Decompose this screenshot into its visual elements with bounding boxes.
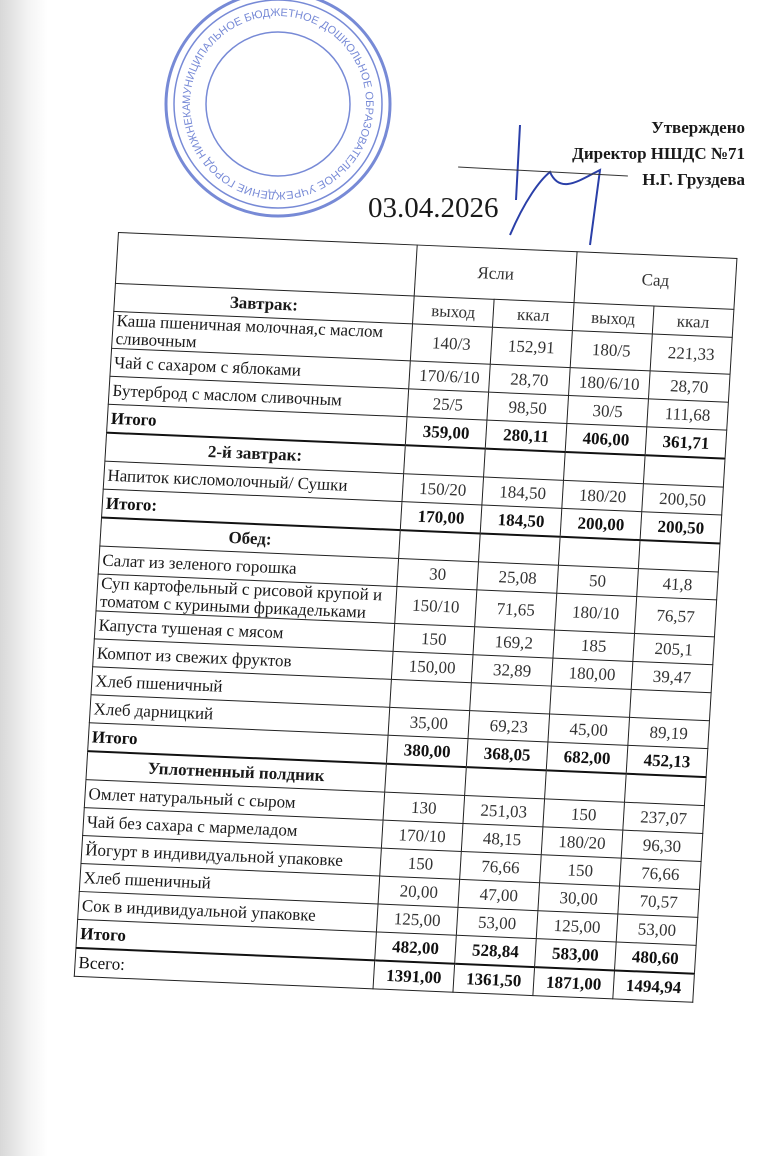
nursery-kcal: 25,08	[477, 562, 559, 593]
nursery-kcal	[479, 533, 561, 565]
nursery-kcal: 528,84	[455, 935, 537, 967]
nursery-kcal: 251,03	[463, 796, 545, 827]
kindergarten-output	[545, 770, 627, 802]
nursery-output: 150/10	[395, 586, 477, 626]
kindergarten-kcal: 200,50	[640, 512, 722, 544]
menu-table	[74, 232, 738, 1003]
kindergarten-output: 30,00	[538, 883, 620, 914]
kindergarten-kcal: 200,50	[642, 484, 724, 515]
nursery-kcal: 169,2	[473, 627, 555, 658]
nursery-output	[399, 530, 481, 562]
kindergarten-output: 180/20	[562, 480, 644, 511]
nursery-kcal: 184,50	[482, 477, 564, 508]
kindergarten-kcal: 205,1	[633, 633, 715, 664]
nursery-output: 130	[383, 792, 465, 823]
kindergarten-output: 180/5	[570, 331, 652, 371]
nursery-output: 170,00	[400, 502, 482, 534]
kindergarten-kcal: 76,66	[620, 858, 702, 889]
kindergarten-output: 583,00	[535, 939, 617, 971]
section-title: Обед:	[100, 518, 400, 559]
nursery-output	[404, 445, 486, 477]
kindergarten-kcal: 89,19	[628, 717, 710, 748]
kindergarten-kcal	[624, 774, 706, 806]
nursery-kcal: 48,15	[461, 823, 543, 854]
dish-name: Итого	[76, 919, 376, 960]
nursery-output: выход	[413, 296, 495, 327]
dish-name: Хлеб дарницкий	[89, 695, 389, 735]
nursery-output: 150	[380, 848, 462, 879]
kindergarten-output: 125,00	[536, 911, 618, 942]
nursery-kcal	[470, 683, 552, 714]
section-title: Завтрак:	[114, 283, 414, 323]
dish-name: Итого	[88, 723, 388, 764]
nursery-output: 170/10	[381, 820, 463, 851]
kindergarten-output	[558, 537, 640, 569]
dish-name: Напиток кисломолочный/ Сушки	[103, 461, 403, 501]
kindergarten-output: 180/10	[555, 593, 637, 633]
kindergarten-output: 185	[553, 630, 635, 661]
kindergarten-output: 30/5	[567, 396, 649, 427]
kindergarten-kcal	[630, 689, 712, 720]
kindergarten-output: 180,00	[551, 658, 633, 689]
section-title: 2-й завтрак:	[105, 433, 405, 474]
nursery-kcal: 1361,50	[453, 964, 535, 996]
kindergarten-kcal: 76,57	[635, 597, 717, 637]
dish-name: Хлеб пшеничный	[79, 864, 379, 904]
dish-name: Чай без сахара с мармеладом	[83, 808, 383, 848]
kindergarten-output: 180/6/10	[569, 368, 651, 399]
kindergarten-kcal: 1494,94	[613, 970, 695, 1002]
dish-name: Сок в индивидуальной упаковке	[78, 891, 378, 931]
nursery-kcal: 368,05	[466, 739, 548, 771]
approval-block	[572, 115, 745, 193]
nursery-output: 20,00	[378, 876, 460, 907]
nursery-output: 25/5	[407, 389, 489, 420]
kindergarten-output: 180/20	[541, 827, 623, 858]
nursery-output	[385, 764, 467, 796]
scan-edge-shadow	[0, 0, 48, 1156]
dish-name: Каша пшеничная молочная,с маслом сливочным	[112, 311, 413, 360]
nursery-kcal: 280,11	[485, 420, 567, 452]
section-title: Уплотненный полдник	[86, 751, 386, 792]
dish-name: Йогурт в индивидуальной упаковке	[81, 836, 381, 876]
dish-name: Компот из свежих фруктов	[93, 639, 393, 679]
group-nursery: Ясли	[414, 245, 577, 303]
kindergarten-kcal: 452,13	[626, 745, 708, 777]
nursery-output	[390, 679, 472, 710]
nursery-kcal: 71,65	[475, 590, 557, 630]
kindergarten-kcal: 96,30	[621, 830, 703, 861]
nursery-kcal	[465, 767, 547, 799]
kindergarten-output: 50	[557, 565, 639, 596]
kindergarten-kcal: 53,00	[616, 914, 698, 945]
kindergarten-kcal: 111,68	[647, 399, 729, 430]
kindergarten-output: 150	[543, 799, 625, 830]
kindergarten-kcal: 480,60	[614, 942, 696, 974]
dish-name: Итого:	[102, 489, 402, 530]
dish-name: Омлет натуральный с сыром	[84, 780, 384, 820]
nursery-kcal: 184,50	[480, 505, 562, 537]
nursery-output: 125,00	[376, 904, 458, 935]
menu-date: 03.04.2026	[368, 192, 499, 224]
nursery-output: 30	[397, 559, 479, 590]
nursery-output: 380,00	[386, 735, 468, 767]
nursery-kcal: 98,50	[487, 392, 569, 423]
kindergarten-kcal: 39,47	[631, 661, 713, 692]
kindergarten-kcal: 361,71	[645, 427, 727, 459]
dish-name: Капуста тушеная с мясом	[94, 611, 394, 651]
nursery-output: 1391,00	[373, 960, 455, 992]
kindergarten-kcal: 221,33	[650, 334, 732, 374]
svg-text:МУНИЦИПАЛЬНОЕ БЮДЖЕТНОЕ ДОШКОЛ	[150, 0, 375, 201]
kindergarten-output: 1871,00	[533, 967, 615, 999]
nursery-output: 150/20	[402, 474, 484, 505]
kindergarten-kcal	[643, 455, 725, 487]
kindergarten-kcal: 70,57	[618, 886, 700, 917]
dish-name: Всего:	[74, 948, 374, 989]
nursery-kcal: 47,00	[458, 879, 540, 910]
dish-name: Бутерброд с маслом сливочным	[108, 376, 408, 416]
nursery-kcal: 53,00	[456, 907, 538, 938]
nursery-kcal: ккал	[492, 299, 574, 330]
dish-name: Суп картофельный с рисовой крупой и томатом с куриными фрикадельками	[96, 574, 397, 623]
dish-name: Салат из зеленого горошка	[98, 546, 398, 586]
dish-name: Хлеб пшеничный	[91, 667, 391, 707]
group-kindergarten: Сад	[574, 252, 737, 310]
approval-position: Директор НШДС №71	[572, 144, 745, 163]
nursery-output: 170/6/10	[409, 361, 491, 392]
approval-name: Н.Г. Груздева	[642, 170, 745, 189]
stamp-text: МУНИЦИПАЛЬНОЕ БЮДЖЕТНОЕ ДОШКОЛЬНОЕ ОБРАЗОВАТЕЛЬНОЕ УЧРЕЖДЕНИЕ ГОРОД НИЖНЕКА	[180, 6, 376, 202]
nursery-kcal: 28,70	[489, 364, 571, 395]
nursery-kcal: 32,89	[471, 655, 553, 686]
kindergarten-output: 45,00	[548, 714, 630, 745]
nursery-output: 359,00	[405, 417, 487, 449]
menu-table-wrap	[74, 232, 738, 1003]
nursery-output: 150,00	[391, 651, 473, 682]
nursery-kcal: 69,23	[468, 711, 550, 742]
kindergarten-output: 406,00	[565, 423, 647, 455]
kindergarten-kcal: 28,70	[648, 371, 730, 402]
kindergarten-output: выход	[572, 303, 654, 334]
nursery-kcal: 76,66	[460, 851, 542, 882]
nursery-output: 35,00	[388, 707, 470, 738]
kindergarten-output	[563, 452, 645, 484]
kindergarten-output: 200,00	[560, 508, 642, 540]
dish-name: Чай с сахаром с яблоками	[110, 348, 410, 388]
kindergarten-kcal: ккал	[652, 306, 734, 337]
kindergarten-output	[550, 686, 632, 717]
kindergarten-kcal: 41,8	[637, 569, 719, 600]
kindergarten-output: 150	[540, 855, 622, 886]
approval-label: Утверждено	[651, 118, 745, 137]
nursery-kcal: 152,91	[490, 327, 572, 367]
nursery-output: 140/3	[410, 324, 492, 364]
kindergarten-output: 682,00	[546, 742, 628, 774]
nursery-output: 150	[393, 623, 475, 654]
nursery-output: 482,00	[375, 932, 457, 964]
kindergarten-kcal	[638, 540, 720, 572]
dish-name: Итого	[107, 404, 407, 445]
kindergarten-kcal: 237,07	[623, 802, 705, 833]
nursery-kcal	[484, 449, 566, 481]
